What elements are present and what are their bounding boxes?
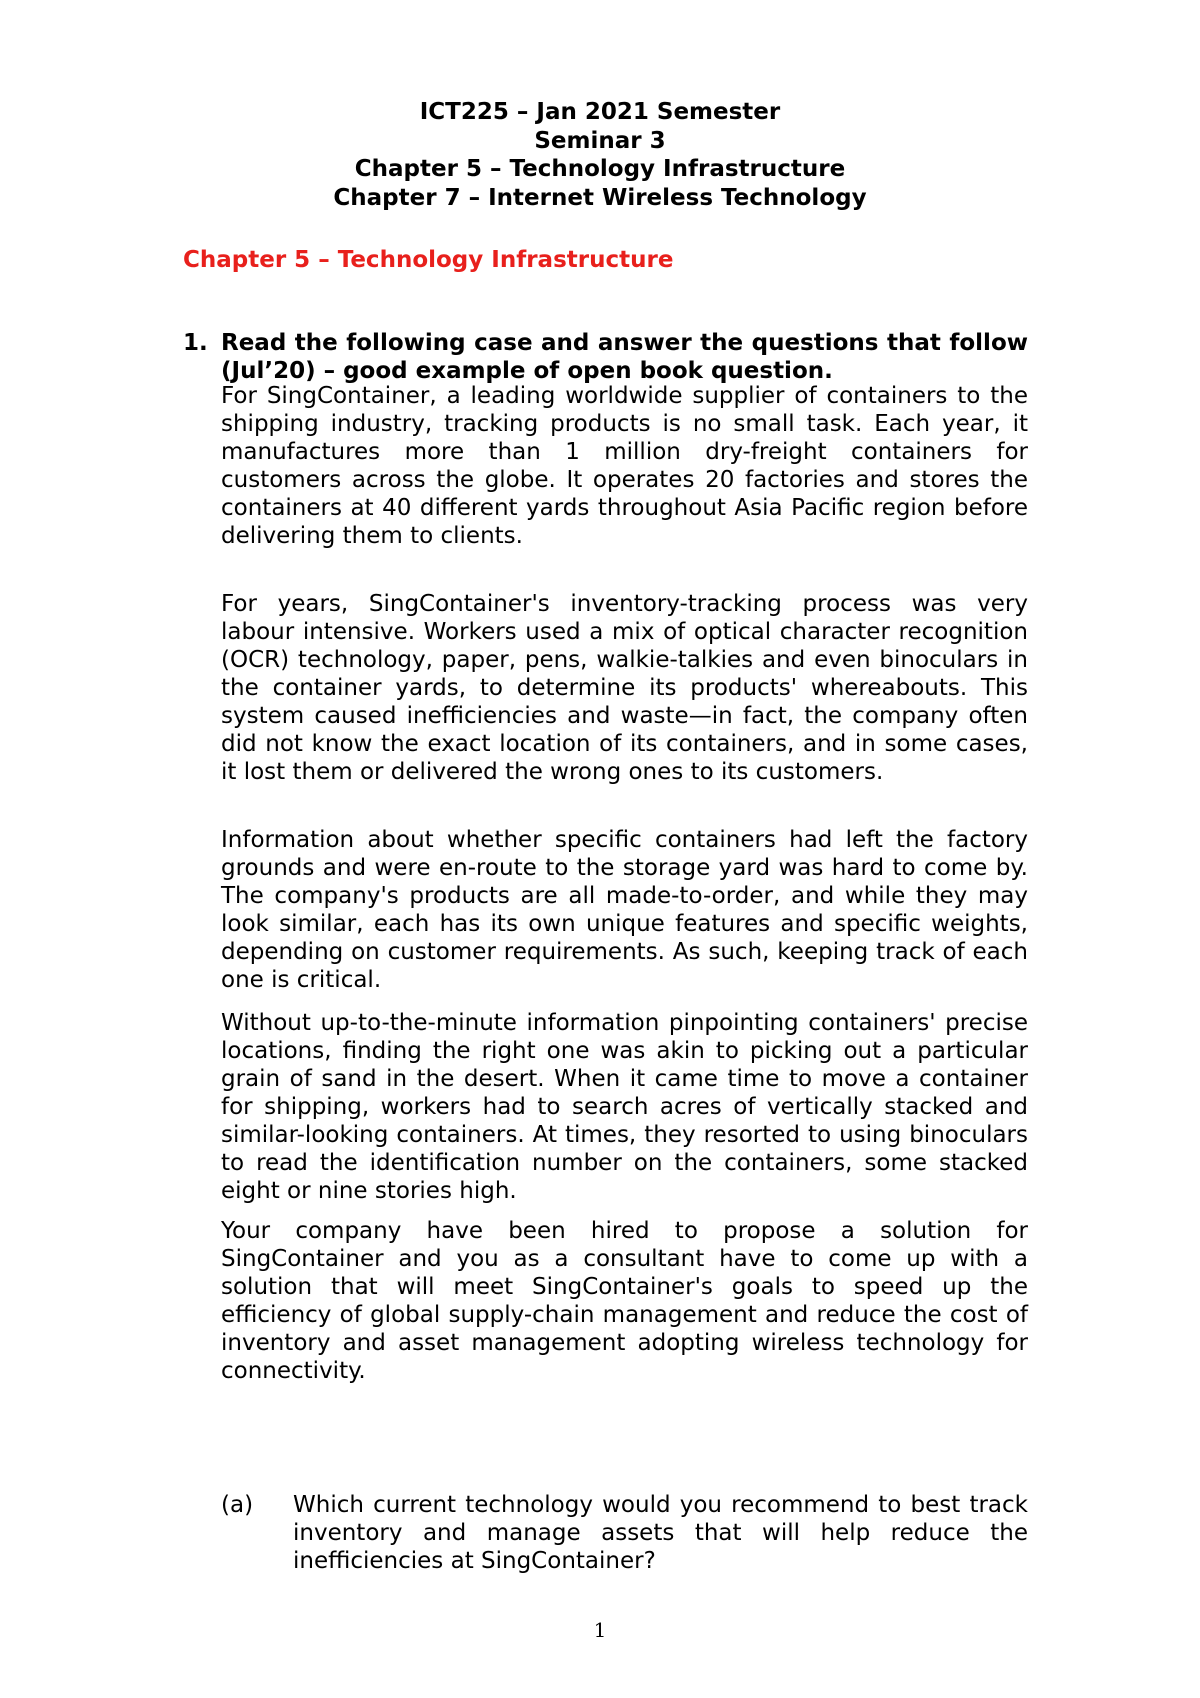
- header-chapter7-line: Chapter 7 – Internet Wireless Technology: [333, 184, 867, 211]
- sub-question-label: (a): [221, 1492, 254, 1518]
- case-paragraph-4: [221, 1009, 1028, 1205]
- question-text: Read the following case and answer the questions that follow (Jul’20) – good example of open book question.: [221, 330, 1028, 384]
- sub-question-text: Which current technology would you recommend to best track inventory and manage assets that will help reduce the inefficiencies at SingContainer?: [293, 1492, 1028, 1574]
- case-paragraph-1: [221, 382, 1028, 550]
- case-paragraph-text: For SingContainer, a leading worldwide supplier of containers to the shipping industry, tracking products is no small task. Each year, it manufactures more than 1 million dry-freight containers for customers across the globe. It operates 20 factories and stores the containers at 40 different yards throughout Asia Pacific region before delivering them to clients.: [221, 383, 1028, 549]
- page-number: 1: [593, 1618, 607, 1642]
- header-seminar-line: Seminar 3: [534, 127, 666, 154]
- chapter-heading: Chapter 5 – Technology Infrastructure: [183, 247, 674, 273]
- case-paragraph-text: Information about whether specific containers had left the factory grounds and were en-route to the storage yard was hard to come by. The company's products are all made-to-order, and while they may look similar, each has its own unique features and specific weights, depending on customer requirements. As such, keeping track of each one is critical.: [221, 827, 1028, 993]
- question-number: 1.: [183, 330, 208, 356]
- sub-question-a: [221, 1491, 1028, 1575]
- case-paragraph-2: [221, 590, 1028, 786]
- question-1: [183, 329, 1028, 385]
- case-paragraph-3: [221, 826, 1028, 994]
- case-paragraph-text: Without up-to-the-minute information pinpointing containers' precise locations, finding the right one was akin to picking out a particular grain of sand in the desert. When it came time to move a container for shipping, workers had to search acres of vertically stacked and similar-looking containers. At times, they resorted to using binoculars to read the identification number on the containers, some stacked eight or nine stories high.: [221, 1010, 1028, 1204]
- case-paragraph-text: For years, SingContainer's inventory-tracking process was very labour intensive. Workers used a mix of optical character recognition (OCR) technology, paper, pens, walkie-talkies and even binoculars in the container yards, to determine its products' whereabouts. This system caused inefficiencies and waste—in fact, the company often did not know the exact location of its containers, and in some cases, it lost them or delivered the wrong ones to its customers.: [221, 591, 1028, 785]
- header-chapter5-line: Chapter 5 – Technology Infrastructure: [354, 156, 846, 182]
- case-paragraph-text: Your company have been hired to propose a solution for SingContainer and you as a consultant have to come up with a solution that will meet SingContainer's goals to speed up the efficiency of global supply-chain management and reduce the cost of inventory and asset management adopting wireless technology for connectivity.: [221, 1218, 1028, 1384]
- header-course-line: ICT225 – Jan 2021 Semester: [419, 99, 781, 125]
- case-paragraph-5: [221, 1217, 1028, 1385]
- document-header: [0, 98, 1200, 212]
